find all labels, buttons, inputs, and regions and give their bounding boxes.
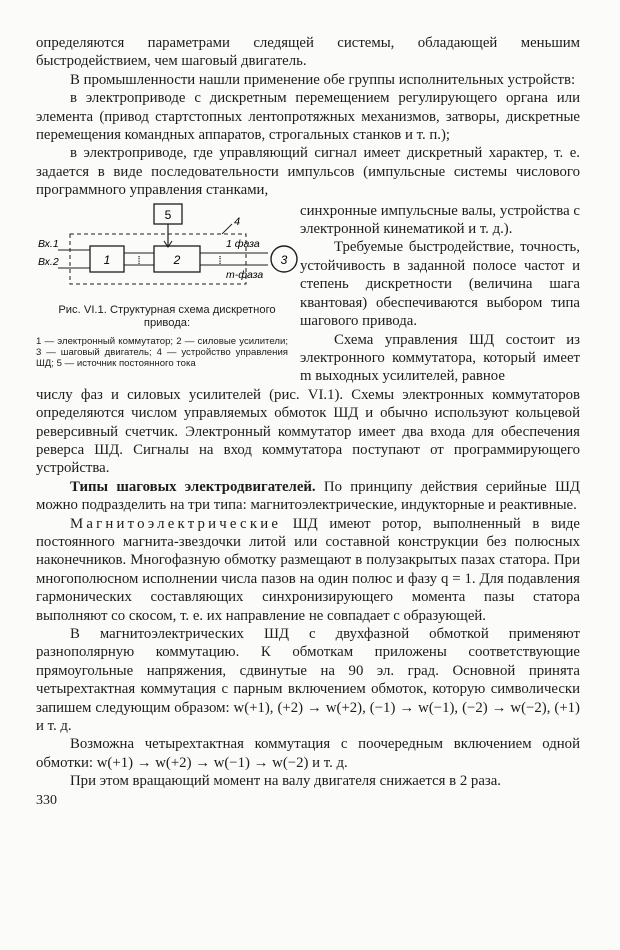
block-4-label: 4 <box>234 215 241 228</box>
paragraph-8-body: ШД имеют ротор, выполненный в виде постоянного магнита-звездочки литой или составной конструкции без полюсных наконечников. Многофазную обмотку размещают в полузакрытых пазах статора. При многополюсном исполнении числа пазов на один полюс и фазу q = 1. Для подавления гармонических составляющих синхронизирующего момента пазы статора выполняют со скосом, т. е. их направление не совпадает с образующей. <box>36 515 580 624</box>
figure-vi-1 <box>36 202 298 386</box>
figure-legend: 1 — электронный коммутатор; 2 — силовые усилители; 3 — шаговый двигатель; 4 — устройство управления ШД; 5 — источник постоянного тока <box>36 336 288 370</box>
paragraph-6-start: Схема управления ШД состоит из электронного коммутатора, который имеет m выходных усилителей, равное <box>300 331 580 385</box>
spaced-term: Магнитоэлектрические <box>70 515 282 532</box>
paragraph-1: определяются параметрами следящей системы, обладающей меньшим быстродействием, чем шаговый двигатель. <box>36 35 580 70</box>
paragraph-7 <box>36 478 580 515</box>
paragraph-4-continued: синхронные импульсные валы, устройства с электронной кинематикой и т. д.). <box>300 202 580 238</box>
page-number: 330 <box>36 792 57 808</box>
block-5-label: 5 <box>164 207 172 222</box>
input-2-label: Вх.2 <box>38 255 59 268</box>
figure-row <box>36 202 580 386</box>
block-3-label: 3 <box>280 252 288 267</box>
phase-m-label: m-фаза <box>226 268 264 281</box>
block-2-label: 2 <box>173 252 181 267</box>
paragraph-4: в электроприводе, где управляющий сигнал имеет дискретный характер, т. е. задается в виде последовательности импульсов (импульсные системы числового программного управления станками, <box>36 145 580 199</box>
figure-caption: Рис. VI.1. Структурная схема дискретного привода: <box>58 303 276 329</box>
input-1-label: Вх.1 <box>38 237 59 250</box>
paragraph-10: Возможна четырехтактная коммутация с поочередным включением одной обмотки: w(+1) → w(+2) → w(−1) → w(−2) и т. д. <box>36 736 580 771</box>
side-text-column <box>298 202 580 386</box>
leader-4 <box>222 224 232 234</box>
paragraph-11: При этом вращающий момент на валу двигателя снижается в 2 раза. <box>70 773 502 790</box>
block-diagram <box>36 202 298 302</box>
section-heading: Типы шаговых электродвигателей. <box>70 478 316 495</box>
page-content <box>36 34 580 809</box>
paragraph-6-continued: числу фаз и силовых усилителей (рис. VI.1). Схемы электронных коммутаторов определяются числом управляемых обмоток ШД и обычно используют кольцевой реверсивный счетчик. Электронный коммутатор имеет два входа для обеспечения реверса ШД. Сигналы на вход коммутатора поступают от программирующего устройства. <box>36 386 580 477</box>
paragraph-8 <box>36 515 580 625</box>
paragraph-5: Требуемые быстродействие, точность, устойчивость в заданной полосе частот и степень дискретности (величина шага квантовая) обеспечиваются выбором типа шагового привода. <box>300 239 580 330</box>
block-1-label: 1 <box>103 252 111 267</box>
link-1-2-dots: ⁞ <box>137 254 141 267</box>
paragraph-9: В магнитоэлектрических ШД с двухфазной обмоткой применяют разнополярную коммутацию. К обмоткам приложены соответствующие прямоугольные напряжения, сдвинутые на 90 эл. град. Основной принята четырехтактная коммутация с парным включением обмоток, которую символически запишем следующим образом: w(+1), (+2) → w(+2), (−1) → w(−1), (−2) → w(−2), (+1) и т. д. <box>36 626 580 735</box>
phase-1-label: 1 фаза <box>226 237 260 250</box>
paragraph-2: В промышленности нашли применение обе группы исполнительных устройств: <box>70 71 576 88</box>
link-2-3-dots: ⁞ <box>218 254 222 267</box>
paragraph-7-body: По принципу действия серийные ШД можно подразделить на три типа: магнитоэлектрические, индукторные и реактивные. <box>36 478 580 514</box>
paragraph-3: в электроприводе с дискретным перемещением регулирующего органа или элемента (привод стартстопных лентопротяжных механизмов, затворы, дискретные перемещения командных аппаратов, строгальных станков и т. п.); <box>36 90 580 144</box>
